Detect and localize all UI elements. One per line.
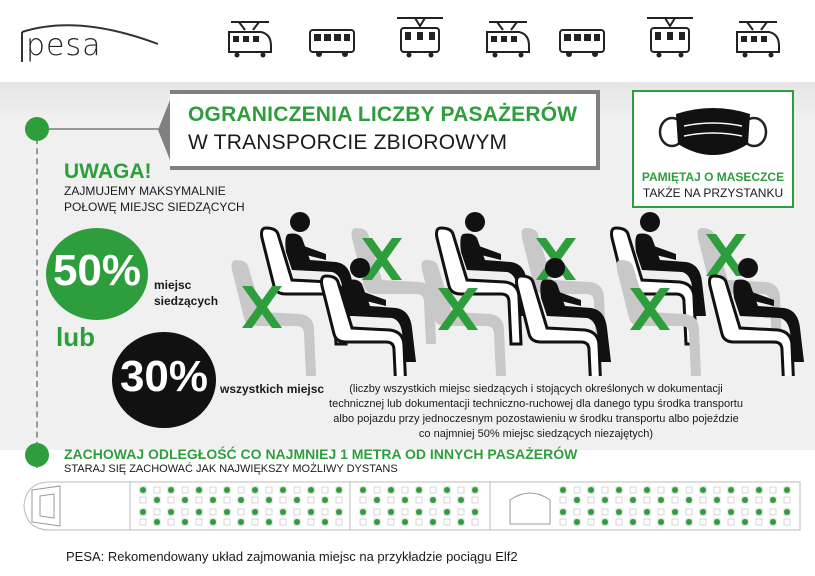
occupied-seat-marker [602,497,608,503]
occupied-seat-marker [574,519,580,525]
occupied-seat-marker [360,487,366,493]
occupied-seat-marker [616,509,622,515]
occupied-seat-marker [458,519,464,525]
train-icon [225,14,275,60]
occupied-seat-marker [280,487,286,493]
occupied-seat-marker [224,509,230,515]
occupied-seat-marker [336,487,342,493]
occupied-seat-marker [560,487,566,493]
occupied-seat-marker [644,509,650,515]
occupied-seat-marker [616,487,622,493]
occupied-seat-marker [308,509,314,515]
warning-line2: POŁOWĘ MIEJSC SIEDZĄCYCH [64,200,245,214]
occupied-seat-marker [252,487,258,493]
occupied-seat-marker [458,497,464,503]
occupied-seat-marker [658,519,664,525]
vehicle-icons [225,14,795,62]
occupied-seat-marker [210,497,216,503]
train-icon [483,14,533,60]
occupied-seat-marker [402,497,408,503]
occupied-seat-marker [182,519,188,525]
thirty-percent-value: 30% [119,352,209,401]
occupied-seat-marker [168,487,174,493]
occupied-seat-marker [210,519,216,525]
mask-reminder-line1: PAMIĘTAJ O MASECZCE [641,170,785,184]
occupied-seat-marker [630,519,636,525]
occupied-seat-marker [574,497,580,503]
fifty-percent-circle [46,228,148,320]
mask-reminder-box [632,90,794,208]
timeline-line [36,128,38,468]
occupied-seat-marker [430,519,436,525]
timeline-dot [25,117,49,141]
occupied-seat-marker [388,509,394,515]
occupied-seat-marker [714,519,720,525]
fifty-percent-label-line2: siedzących [154,294,219,308]
occupied-seat-marker [756,509,762,515]
occupied-seat-marker [402,519,408,525]
occupied-seat-marker [266,497,272,503]
title-line2: W TRANSPORCIE ZBIOROWYM [188,131,508,154]
occupied-seat-marker [154,519,160,525]
tram-icon [645,14,695,60]
occupied-seat-marker [224,487,230,493]
occupied-seat-marker [728,487,734,493]
occupied-seat-marker [686,519,692,525]
seated-passenger-icon [733,258,804,362]
occupied-seat-marker [756,487,762,493]
face-mask-icon [658,100,768,164]
occupied-seat-marker [588,509,594,515]
title-box [170,90,600,170]
occupied-seat-marker [630,497,636,503]
occupied-seat-marker [374,519,380,525]
timeline-connector [36,128,168,130]
occupied-seat-marker [602,519,608,525]
occupied-seat-marker [374,497,380,503]
occupied-seat-marker [182,497,188,503]
occupied-seat-marker [196,509,202,515]
occupied-seat-marker [430,497,436,503]
logo-text: pesa [26,28,102,63]
occupied-seat-marker [784,509,790,515]
thirty-percent-label: wszystkich miejsc [220,382,325,396]
header [0,0,815,82]
occupied-seat-marker [322,519,328,525]
tram-icon [395,14,445,60]
occupied-seat-marker [644,487,650,493]
occupied-seat-marker [784,487,790,493]
fifty-percent-label-line1: miejsc [154,278,192,292]
or-word: lub [56,322,95,352]
train-icon [733,14,783,60]
occupied-seat-marker [154,497,160,503]
occupied-seat-marker [444,509,450,515]
thirty-percent-circle [112,332,216,428]
occupied-seat-marker [700,509,706,515]
occupied-seat-marker [252,509,258,515]
timeline-dot [25,443,49,467]
occupied-seat-marker [294,497,300,503]
seat-diagram [228,208,808,376]
occupied-seat-marker [742,497,748,503]
occupied-seat-marker [238,519,244,525]
occupied-seat-marker [140,487,146,493]
seated-passenger-icon [345,258,416,362]
distance-heading: ZACHOWAJ ODLEGŁOŚĆ CO NAJMNIEJ 1 METRA OD INNYCH PASAŻERÓW [64,446,578,462]
occupied-seat-marker [168,509,174,515]
occupied-seat-marker [308,487,314,493]
footer-caption: PESA: Rekomendowany układ zajmowania miejsc na przykładzie pociągu Elf2 [66,549,518,564]
occupied-seat-marker [294,519,300,525]
distance-subheading: STARAJ SIĘ ZACHOWAĆ JAK NAJWIĘKSZY MOŻLIWY DYSTANS [64,463,398,475]
occupied-seat-marker [322,497,328,503]
occupied-seat-marker [742,519,748,525]
occupied-seat-marker [416,509,422,515]
occupied-seat-marker [672,509,678,515]
occupied-seat-marker [336,509,342,515]
occupied-seat-marker [728,509,734,515]
warning-line1: ZAJMUJEMY MAKSYMALNIE [64,184,226,198]
pesa-logo [18,18,168,68]
occupied-seat-marker [196,487,202,493]
occupied-seat-marker [770,497,776,503]
occupied-seat-marker [360,509,366,515]
occupied-seat-marker [686,497,692,503]
occupied-seat-marker [770,519,776,525]
occupied-seat-marker [444,487,450,493]
occupied-seat-marker [280,509,286,515]
occupied-seat-marker [658,497,664,503]
occupied-seat-marker [588,487,594,493]
occupied-seat-marker [416,487,422,493]
occupied-seat-marker [714,497,720,503]
seated-passenger-icon [285,212,356,316]
occupied-seat-marker [472,487,478,493]
train-layout-diagram [20,476,810,536]
occupied-seat-marker [266,519,272,525]
warning-heading: UWAGA! [64,160,152,183]
occupied-seat-marker [700,487,706,493]
occupied-seat-marker [388,487,394,493]
occupied-seat-marker [140,509,146,515]
bus-icon [307,14,357,60]
bus-icon [557,14,607,60]
occupied-seat-marker [472,509,478,515]
title-line1: OGRANICZENIA LICZBY PASAŻERÓW [188,103,578,126]
mask-reminder-line2: TAKŻE NA PRZYSTANKU [642,186,784,200]
occupied-seat-marker [238,497,244,503]
occupied-seat-marker [560,509,566,515]
thirty-percent-note: (liczby wszystkich miejsc siedzących i stojących określonych w dokumentacji technicznej lub dokumentacji techniczno-ruchowej dla danego typu środka transportu albo pojazdu przy jednoczesnym pozostawieniu w środku transportu albo pojeździe co najmniej 50% miejsc siedzących niezajętych) [329,383,743,440]
fifty-percent-value: 50% [52,246,142,295]
occupied-seat-marker [672,487,678,493]
